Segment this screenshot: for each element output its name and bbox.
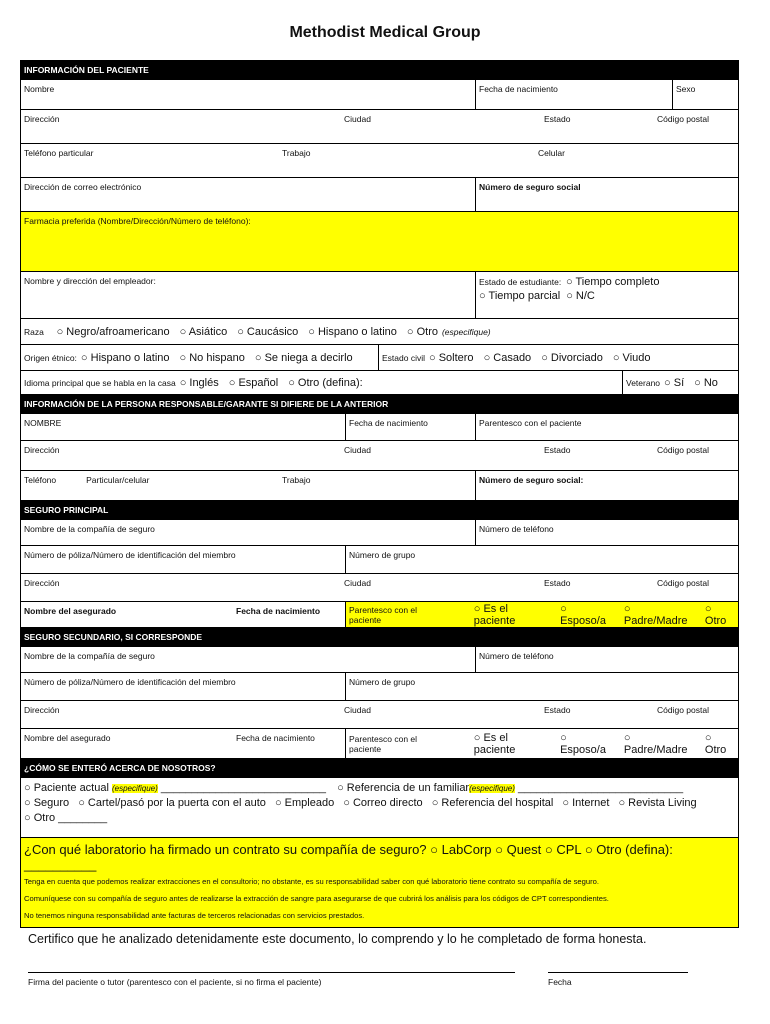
ins2-rel-other[interactable]: ○ Otro — [704, 731, 727, 756]
marital-opt-divorced[interactable]: ○ Divorciado — [541, 351, 603, 364]
eth-opt-nonhispanic[interactable]: ○ No hispano — [179, 351, 245, 364]
patient-email-field[interactable]: Dirección de correo electrónico — [21, 178, 476, 211]
resp-phone-field[interactable]: Teléfono Particular/celular — [24, 475, 150, 485]
resp-name-field[interactable]: NOMBRE — [21, 414, 346, 440]
race-opt-other[interactable]: ○ Otro — [406, 325, 438, 338]
ins2-dob-field[interactable]: Fecha de nacimiento — [233, 729, 346, 758]
patient-dob-field[interactable]: Fecha de nacimiento — [476, 80, 673, 109]
ins2-rel-spouse[interactable]: ○ Esposo/a — [560, 731, 606, 756]
section-responsible-header: INFORMACIÓN DE LA PERSONA RESPONSABLE/GARANTE SI DIFIERE DE LA ANTERIOR — [21, 395, 738, 414]
patient-address-field[interactable]: Dirección — [24, 114, 60, 124]
ins1-zip-field[interactable]: Código postal — [657, 578, 709, 588]
ins2-city-field[interactable]: Ciudad — [344, 705, 371, 715]
patient-cell-field[interactable]: Celular — [538, 148, 565, 158]
ins2-phone-field[interactable]: Número de teléfono — [479, 651, 554, 661]
language-row: Idioma principal que se habla en la casa ○ Inglés ○ Español ○ Otro (defina): — [21, 371, 623, 394]
marital-opt-widowed[interactable]: ○ Viudo — [612, 351, 651, 364]
ins2-state-field[interactable]: Estado — [544, 705, 571, 715]
signature-label: Firma del paciente o tutor (parentesco con el paciente, si no firma el paciente) — [28, 977, 322, 987]
ins2-relation-row: Parentesco con el paciente ○ Es el paciente ○ Esposo/a ○ Padre/Madre ○ Otro — [346, 729, 738, 758]
eth-opt-decline[interactable]: ○ Se niega a decirlo — [254, 351, 353, 364]
ins1-phone-field[interactable]: Número de teléfono — [479, 524, 554, 534]
lab-question: ¿Con qué laboratorio ha firmado un contrato su compañía de seguro? — [24, 842, 427, 857]
ins2-insured-field[interactable]: Nombre del asegurado — [24, 733, 111, 743]
ins2-policy-field[interactable]: Número de póliza/Número de identificación del miembro — [21, 673, 346, 700]
race-opt-hispanic[interactable]: ○ Hispano o latino — [308, 325, 397, 338]
ins1-company-field[interactable]: Nombre de la compañía de seguro — [21, 520, 476, 545]
vet-opt-yes[interactable]: ○ Sí — [664, 376, 685, 389]
lab-block — [21, 838, 738, 928]
ref-opt-hospital[interactable]: ○ Referencia del hospital — [431, 797, 554, 809]
ins1-policy-field[interactable]: Número de póliza/Número de identificación del miembro — [21, 546, 346, 573]
ins2-rel-self[interactable]: ○ Es el paciente — [473, 731, 516, 756]
patient-work-field[interactable]: Trabajo — [282, 148, 311, 158]
marital-opt-single[interactable]: ○ Soltero — [429, 351, 474, 364]
veteran-row: Veterano ○ Sí ○ No — [626, 376, 718, 389]
eth-opt-hispanic[interactable]: ○ Hispano o latino — [80, 351, 170, 364]
ins1-group-field[interactable]: Número de grupo — [349, 550, 416, 560]
marital-row: Estado civil ○ Soltero ○ Casado ○ Divorciado ○ Viudo — [382, 351, 651, 364]
resp-work-field[interactable]: Trabajo — [279, 471, 476, 500]
ref-opt-magazine[interactable]: ○ Revista Living — [618, 797, 697, 809]
date-label: Fecha — [548, 977, 572, 987]
ins1-insured-field[interactable]: Nombre del asegurado — [24, 606, 117, 616]
patient-employer-field[interactable]: Nombre y dirección del empleador: — [21, 272, 476, 318]
race-opt-caucasian[interactable]: ○ Caucásico — [237, 325, 299, 338]
ins1-rel-self[interactable]: ○ Es el paciente — [473, 602, 516, 627]
ref-opt-insurance[interactable]: ○ Seguro — [24, 797, 70, 809]
resp-relation-field[interactable]: Parentesco con el paciente — [479, 418, 582, 428]
vet-opt-no[interactable]: ○ No — [694, 376, 718, 389]
ins1-dob-field[interactable]: Fecha de nacimiento — [233, 602, 346, 627]
lab-opt-other[interactable]: ○ Otro (defina): __________ — [24, 842, 673, 872]
ins1-rel-parent[interactable]: ○ Padre/Madre — [623, 602, 688, 627]
signature-line[interactable] — [28, 972, 515, 973]
resp-dob-field[interactable]: Fecha de nacimiento — [346, 414, 476, 440]
patient-state-field[interactable]: Estado — [544, 114, 571, 124]
ins2-group-field[interactable]: Número de grupo — [349, 677, 416, 687]
resp-state-field[interactable]: Estado — [544, 445, 571, 455]
section-insurance1-header: SEGURO PRINCIPAL — [21, 501, 738, 520]
race-opt-asian[interactable]: ○ Asiático — [179, 325, 228, 338]
page-title: Methodist Medical Group — [289, 24, 481, 41]
ins1-city-field[interactable]: Ciudad — [344, 578, 371, 588]
lang-opt-other[interactable]: ○ Otro (defina): — [288, 376, 363, 389]
patient-pharmacy-field[interactable]: Farmacia preferida (Nombre/Dirección/Número de teléfono): — [24, 216, 251, 226]
ref-opt-internet[interactable]: ○ Internet — [562, 797, 610, 809]
ins1-address-field[interactable]: Dirección — [24, 578, 60, 588]
patient-name-field[interactable]: Nombre — [21, 80, 476, 109]
patient-zip-field[interactable]: Código postal — [657, 114, 709, 124]
ins1-rel-other[interactable]: ○ Otro — [704, 602, 727, 627]
ref-opt-employee[interactable]: ○ Empleado — [274, 797, 335, 809]
patient-city-field[interactable]: Ciudad — [344, 114, 371, 124]
ins2-company-field[interactable]: Nombre de la compañía de seguro — [21, 647, 476, 672]
lab-note-1: Tenga en cuenta que podemos realizar extracciones en el consultorio; no obstante, es su responsabilidad saber con qué laboratorio tiene contrato su compañía de seguro. — [24, 877, 599, 886]
lab-note-2: Comuníquese con su compañía de seguro antes de realizarse la extracción de sangre para asegurarse de que cubrirá los análisis para los códigos de CPT correspondientes. — [24, 894, 609, 903]
ins2-rel-parent[interactable]: ○ Padre/Madre — [623, 731, 688, 756]
marital-opt-married[interactable]: ○ Casado — [483, 351, 532, 364]
resp-zip-field[interactable]: Código postal — [657, 445, 709, 455]
section-referral-header: ¿CÓMO SE ENTERÓ ACERCA DE NOSOTROS? — [21, 759, 738, 778]
date-line[interactable] — [548, 972, 688, 973]
intake-form — [20, 60, 739, 928]
lab-opt-quest[interactable]: ○ Quest — [495, 842, 542, 857]
ref-opt-family[interactable]: ○ Referencia de un familiar — [337, 782, 470, 794]
lab-opt-labcorp[interactable]: ○ LabCorp — [430, 842, 492, 857]
race-row: Raza ○ Negro/afroamericano ○ Asiático ○ Caucásico ○ Hispano o latino ○ Otro (especifique) — [24, 325, 491, 338]
patient-sex-field[interactable]: Sexo — [676, 84, 696, 94]
patient-phone-field[interactable]: Teléfono particular — [24, 148, 94, 158]
patient-ssn-field[interactable]: Número de seguro social — [479, 182, 581, 192]
ref-opt-mail[interactable]: ○ Correo directo — [343, 797, 423, 809]
race-opt-black[interactable]: ○ Negro/afroamericano — [56, 325, 170, 338]
lang-opt-spanish[interactable]: ○ Español — [228, 376, 279, 389]
ref-opt-sign[interactable]: ○ Cartel/pasó por la puerta con el auto — [78, 797, 266, 809]
lang-opt-english[interactable]: ○ Inglés — [179, 376, 219, 389]
resp-city-field[interactable]: Ciudad — [344, 445, 371, 455]
ref-opt-other[interactable]: ○ Otro ________ — [24, 812, 108, 824]
lab-note-3: No tenemos ninguna responsabilidad ante facturas de terceros relacionadas con servicios prestados. — [24, 911, 365, 920]
certification-text: Certifico que he analizado detenidamente este documento, lo comprendo y lo he completado de forma honesta. — [28, 932, 647, 946]
ins1-rel-spouse[interactable]: ○ Esposo/a — [560, 602, 606, 627]
ins1-relation-row: Parentesco con el paciente ○ Es el paciente ○ Esposo/a ○ Padre/Madre ○ Otro — [346, 602, 738, 627]
ins2-zip-field[interactable]: Código postal — [657, 705, 709, 715]
ins2-address-field[interactable]: Dirección — [24, 705, 60, 715]
student-opt-part[interactable]: ○ Tiempo parcial — [479, 290, 561, 302]
student-opt-full[interactable]: ○ Tiempo completo — [565, 276, 660, 288]
ref-opt-current-patient[interactable]: ○ Paciente actual — [24, 782, 109, 794]
student-status: Estado de estudiante: ○ Tiempo completo ○ Tiempo parcial ○ N/C — [479, 276, 660, 302]
section-insurance2-header: SEGURO SECUNDARIO, SI CORRESPONDE — [21, 628, 738, 647]
section-patient-header: INFORMACIÓN DEL PACIENTE — [21, 61, 738, 80]
ethnicity-row: Origen étnico: ○ Hispano o latino ○ No hispano ○ Se niega a decirlo — [21, 345, 379, 370]
student-opt-na[interactable]: ○ N/C — [566, 290, 595, 302]
ins1-state-field[interactable]: Estado — [544, 578, 571, 588]
resp-ssn-field[interactable]: Número de seguro social: — [479, 475, 584, 485]
referral-block: ○ Paciente actual (especifique) ___________________________ ○ Referencia de un familiar(especifique) ___________________________ ○ Seguro ○ Cartel/pasó por la puerta con el auto ○ Empleado ○ Correo directo ○ Referencia del hospital ○ Internet ○ Revista Living ○ Otro ________ — [21, 778, 738, 838]
resp-address-field[interactable]: Dirección — [24, 445, 60, 455]
lab-opt-cpl[interactable]: ○ CPL — [544, 842, 582, 857]
